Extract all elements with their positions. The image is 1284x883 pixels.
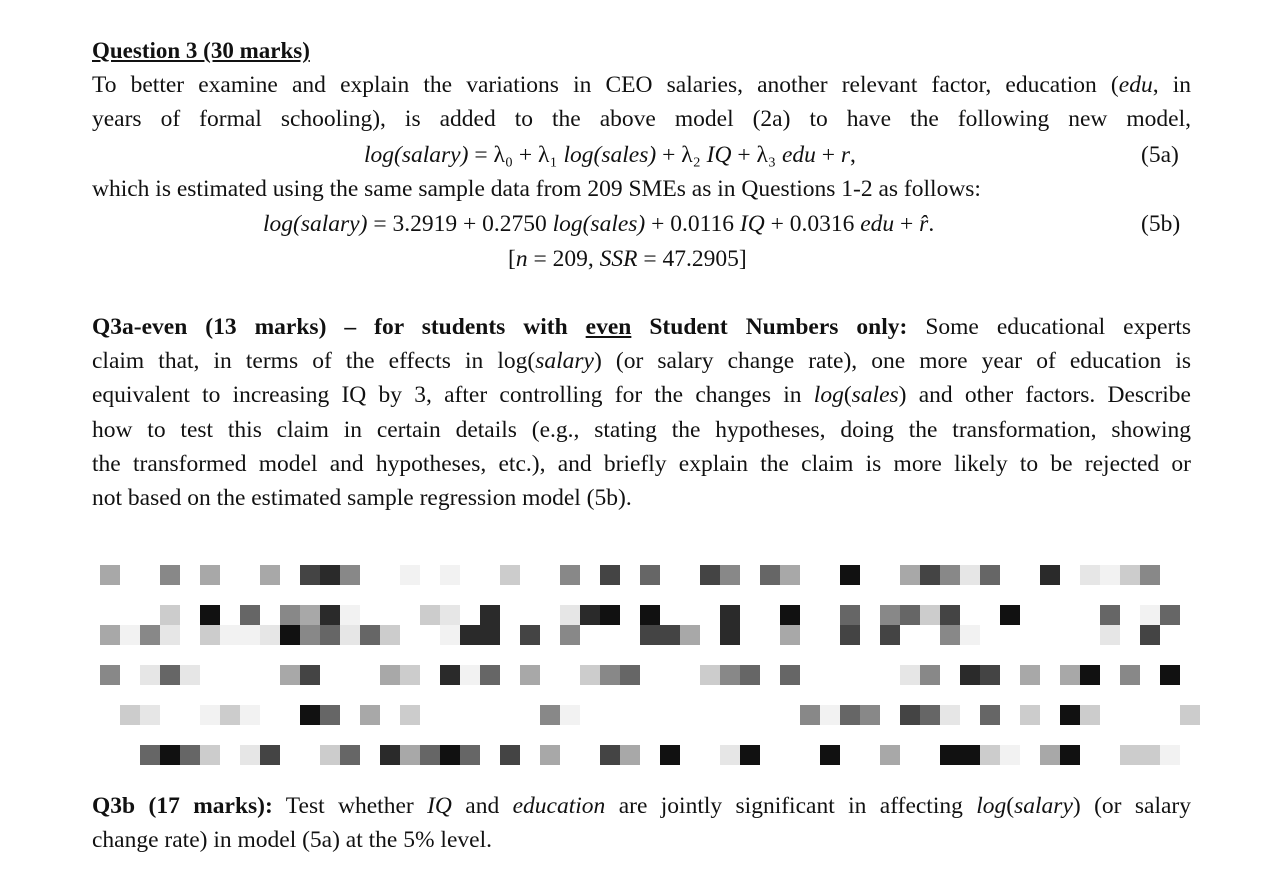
- pixel-tile: [1020, 665, 1040, 685]
- pixel-tile: [340, 625, 360, 645]
- pixel-tile: [600, 565, 620, 585]
- pixel-tile: [960, 625, 980, 645]
- pixel-tile: [1120, 565, 1140, 585]
- pixel-tile: [540, 745, 560, 765]
- pixel-tile: [180, 745, 200, 765]
- pixel-tile: [780, 565, 800, 585]
- pixel-tile: [840, 605, 860, 625]
- pixel-tile: [1040, 565, 1060, 585]
- q3a-line-2: claim that, in terms of the effects in log(salary) (or salary change rate), one more year of education is: [92, 348, 1191, 374]
- pixel-tile: [200, 605, 220, 625]
- pixel-tile: [160, 625, 180, 645]
- pixel-tile: [800, 705, 820, 725]
- pixel-tile: [1060, 705, 1080, 725]
- pixel-tile: [1140, 565, 1160, 585]
- pixel-tile: [260, 745, 280, 765]
- pixel-tile: [300, 665, 320, 685]
- q3a-line-6: not based on the estimated sample regression model (5b).: [92, 485, 632, 511]
- pixel-tile: [440, 665, 460, 685]
- pixel-tile: [320, 565, 340, 585]
- pixel-tile: [880, 605, 900, 625]
- pixel-tile: [1120, 745, 1140, 765]
- regression-stats: [n = 209, SSR = 47.2905]: [508, 246, 747, 272]
- pixel-tile: [400, 665, 420, 685]
- pixel-tile: [560, 565, 580, 585]
- pixel-tile: [820, 705, 840, 725]
- pixel-tile: [580, 665, 600, 685]
- pixel-tile: [840, 565, 860, 585]
- pixel-tile: [1060, 665, 1080, 685]
- pixel-tile: [360, 625, 380, 645]
- pixel-tile: [920, 565, 940, 585]
- equation-5a: log(salary) = λ₀ + λ₁ log(sales) + λ₂ IQ + λ₃ edu + r,: [364, 142, 856, 168]
- pixel-tile: [140, 665, 160, 685]
- pixel-tile: [480, 665, 500, 685]
- pixel-tile: [400, 745, 420, 765]
- pixel-tile: [940, 605, 960, 625]
- pixel-tile: [220, 705, 240, 725]
- pixel-tile: [340, 565, 360, 585]
- pixel-tile: [700, 665, 720, 685]
- pixel-tile: [380, 745, 400, 765]
- pixel-tile: [320, 705, 340, 725]
- pixel-tile: [120, 625, 140, 645]
- pixel-tile: [640, 565, 660, 585]
- pixel-tile: [440, 605, 460, 625]
- equation-5b: log(salary) = 3.2919 + 0.2750 log(sales) + 0.0116 IQ + 0.0316 edu + r̂.: [263, 211, 935, 237]
- pixel-tile: [220, 625, 240, 645]
- pixel-tile: [460, 625, 480, 645]
- pixel-tile: [920, 605, 940, 625]
- pixel-tile: [760, 565, 780, 585]
- pixel-tile: [920, 665, 940, 685]
- pixel-tile: [460, 745, 480, 765]
- pixel-tile: [840, 705, 860, 725]
- pixel-tile: [140, 745, 160, 765]
- pixel-tile: [160, 665, 180, 685]
- pixel-tile: [260, 565, 280, 585]
- pixel-tile: [940, 705, 960, 725]
- pixel-tile: [720, 625, 740, 645]
- pixel-tile: [200, 705, 220, 725]
- pixel-tile: [500, 745, 520, 765]
- pixel-tile: [640, 605, 660, 625]
- pixel-tile: [980, 705, 1000, 725]
- intro-line-1: To better examine and explain the variations in CEO salaries, another relevant factor, education (edu, in: [92, 72, 1192, 98]
- pixel-tile: [900, 665, 920, 685]
- pixel-tile: [540, 705, 560, 725]
- pixel-tile: [200, 565, 220, 585]
- pixel-tile: [600, 745, 620, 765]
- pixel-tile: [980, 565, 1000, 585]
- pixel-tile: [100, 565, 120, 585]
- question-heading: Question 3 (30 marks): [92, 38, 310, 63]
- pixel-tile: [600, 665, 620, 685]
- pixel-tile: [420, 745, 440, 765]
- pixel-tile: [160, 605, 180, 625]
- pixel-tile: [140, 625, 160, 645]
- pixel-tile: [720, 605, 740, 625]
- pixel-tile: [440, 625, 460, 645]
- q3b-line-1: Q3b (17 marks): Test whether IQ and education are jointly significant in affecting log(salary) (or salary: [92, 793, 1191, 819]
- pixel-tile: [500, 565, 520, 585]
- pixel-tile: [140, 705, 160, 725]
- pixel-tile: [160, 745, 180, 765]
- pixel-tile: [240, 705, 260, 725]
- pixel-tile: [720, 665, 740, 685]
- pixel-tile: [780, 625, 800, 645]
- pixel-tile: [1140, 605, 1160, 625]
- pixel-tile: [1080, 665, 1100, 685]
- equation-5b-label: (5b): [1141, 211, 1181, 237]
- pixel-tile: [880, 625, 900, 645]
- pixel-tile: [480, 605, 500, 625]
- pixel-tile: [960, 565, 980, 585]
- pixel-tile: [1060, 745, 1080, 765]
- pixel-tile: [700, 565, 720, 585]
- pixel-tile: [100, 625, 120, 645]
- pixel-tile: [240, 745, 260, 765]
- pixel-tile: [1040, 745, 1060, 765]
- pixel-tile: [660, 625, 680, 645]
- pixel-tile: [340, 745, 360, 765]
- pixel-tile: [1080, 705, 1100, 725]
- intro-line-2: years of formal schooling), is added to the above model (2a) to have the following new model,: [92, 106, 1191, 132]
- pixelated-redaction: [0, 560, 1284, 770]
- pixel-tile: [200, 745, 220, 765]
- pixel-tile: [440, 745, 460, 765]
- pixel-tile: [560, 705, 580, 725]
- pixel-tile: [560, 605, 580, 625]
- pixel-tile: [1160, 605, 1180, 625]
- pixel-tile: [740, 665, 760, 685]
- pixel-tile: [720, 565, 740, 585]
- pixel-tile: [860, 705, 880, 725]
- pixel-tile: [740, 745, 760, 765]
- q3a-line-4: how to test this claim in certain details (e.g., stating the hypotheses, doing the transformation, showing: [92, 417, 1191, 443]
- pixel-tile: [1180, 705, 1200, 725]
- pixel-tile: [580, 605, 600, 625]
- pixel-tile: [920, 705, 940, 725]
- pixel-tile: [400, 565, 420, 585]
- pixel-tile: [240, 625, 260, 645]
- pixel-tile: [300, 605, 320, 625]
- pixel-tile: [320, 605, 340, 625]
- pixel-tile: [300, 625, 320, 645]
- pixel-tile: [520, 625, 540, 645]
- pixel-tile: [160, 565, 180, 585]
- pixel-tile: [1000, 745, 1020, 765]
- pixel-tile: [480, 625, 500, 645]
- pixel-tile: [780, 605, 800, 625]
- pixel-tile: [680, 625, 700, 645]
- pixel-tile: [120, 705, 140, 725]
- estimation-intro-line: which is estimated using the same sample data from 209 SMEs as in Questions 1-2 as follows:: [92, 176, 981, 202]
- pixel-tile: [380, 665, 400, 685]
- pixel-tile: [640, 625, 660, 645]
- pixel-tile: [940, 625, 960, 645]
- q3b-line-2: change rate) in model (5a) at the 5% level.: [92, 827, 492, 853]
- pixel-tile: [100, 665, 120, 685]
- pixel-tile: [620, 665, 640, 685]
- pixel-tile: [1140, 745, 1160, 765]
- pixel-tile: [880, 745, 900, 765]
- pixel-tile: [280, 605, 300, 625]
- q3a-line-3: equivalent to increasing IQ by 3, after controlling for the changes in log(sales) and other factors. Describe: [92, 382, 1191, 408]
- pixel-tile: [600, 605, 620, 625]
- pixel-tile: [1020, 705, 1040, 725]
- pixel-tile: [1160, 745, 1180, 765]
- pixel-tile: [380, 625, 400, 645]
- pixel-tile: [360, 705, 380, 725]
- pixel-tile: [520, 665, 540, 685]
- pixel-tile: [960, 665, 980, 685]
- pixel-tile: [280, 665, 300, 685]
- pixel-tile: [780, 665, 800, 685]
- pixel-tile: [1080, 565, 1100, 585]
- pixel-tile: [200, 625, 220, 645]
- pixel-tile: [980, 665, 1000, 685]
- pixel-tile: [900, 565, 920, 585]
- pixel-tile: [300, 705, 320, 725]
- pixel-tile: [300, 565, 320, 585]
- pixel-tile: [620, 745, 640, 765]
- pixel-tile: [400, 705, 420, 725]
- pixel-tile: [460, 665, 480, 685]
- equation-5a-label: (5a): [1141, 142, 1179, 168]
- pixel-tile: [980, 745, 1000, 765]
- pixel-tile: [940, 565, 960, 585]
- pixel-tile: [1100, 605, 1120, 625]
- pixel-tile: [900, 705, 920, 725]
- pixel-tile: [1120, 665, 1140, 685]
- pixel-tile: [900, 605, 920, 625]
- pixel-tile: [840, 625, 860, 645]
- q3a-line-1: Q3a-even (13 marks) – for students with even Student Numbers only: Some educational experts: [92, 314, 1192, 340]
- pixel-tile: [280, 625, 300, 645]
- q3a-line-5: the transformed model and hypotheses, etc.), and briefly explain the claim is more likely to be rejected or: [92, 451, 1191, 477]
- pixel-tile: [660, 745, 680, 765]
- pixel-tile: [180, 665, 200, 685]
- pixel-tile: [440, 565, 460, 585]
- pixel-tile: [1000, 605, 1020, 625]
- pixel-tile: [720, 745, 740, 765]
- pixel-tile: [1100, 565, 1120, 585]
- pixel-tile: [960, 745, 980, 765]
- pixel-tile: [940, 745, 960, 765]
- pixel-tile: [260, 625, 280, 645]
- pixel-tile: [560, 625, 580, 645]
- pixel-tile: [240, 605, 260, 625]
- pixel-tile: [1160, 665, 1180, 685]
- pixel-tile: [320, 745, 340, 765]
- pixel-tile: [1140, 625, 1160, 645]
- pixel-tile: [420, 605, 440, 625]
- pixel-tile: [820, 745, 840, 765]
- pixel-tile: [320, 625, 340, 645]
- pixel-tile: [340, 605, 360, 625]
- pixel-tile: [1100, 625, 1120, 645]
